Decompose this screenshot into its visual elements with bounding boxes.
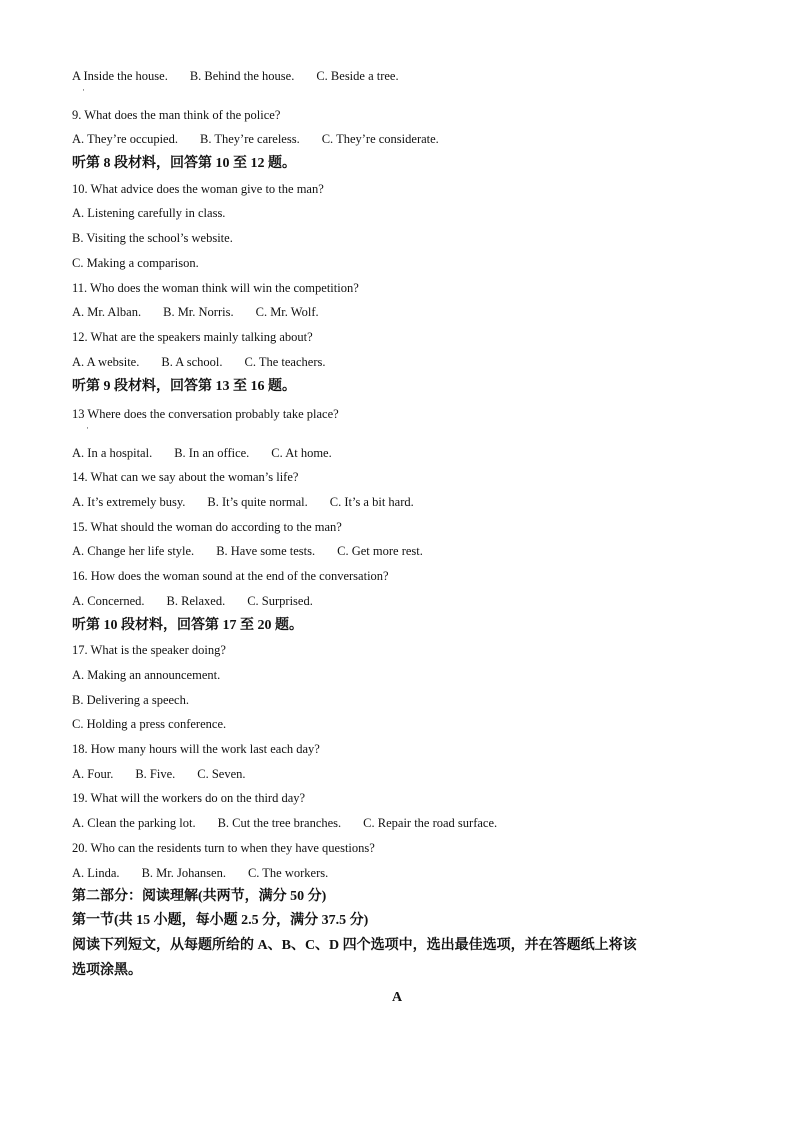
q17-option-a: A. Making an announcement. xyxy=(72,668,221,682)
q15-option-c: C. Get more rest. xyxy=(337,544,423,558)
q15-option-a: A. Change her life style. xyxy=(72,544,195,558)
instructions-line-2: 选项涂黑。 xyxy=(72,963,142,978)
q9-option-b: B. They’re careless. xyxy=(199,132,300,146)
q19-option-b: B. Cut the tree branches. xyxy=(217,816,342,830)
q20-option-b: B. Mr. Johansen. xyxy=(141,866,226,880)
q17-option-b: B. Delivering a speech. xyxy=(72,693,189,707)
q19-options xyxy=(72,815,497,831)
q15-options xyxy=(72,543,423,559)
q20-option-a: A. Linda. xyxy=(72,866,120,880)
q20-options xyxy=(72,865,328,881)
q18-option-c: C. Seven. xyxy=(197,767,246,781)
q8-option-c: C. Beside a tree. xyxy=(316,69,399,83)
section8-heading: 听第 8 段材料，回答第 10 至 12 题。 xyxy=(72,156,296,171)
q15-question: 15. What should the woman do according to the man? xyxy=(72,520,342,534)
q8-option-b: B. Behind the house. xyxy=(189,69,295,83)
q13-option-c: C. At home. xyxy=(271,446,332,460)
section1-heading: 第一节(共 15 小题，每小题 2.5 分，满分 37.5 分) xyxy=(72,913,369,928)
stray-mark: · xyxy=(82,85,85,95)
part2-heading: 第二部分：阅读理解(共两节，满分 50 分) xyxy=(72,889,327,904)
q15-option-b: B. Have some tests. xyxy=(216,544,316,558)
q11-options xyxy=(72,304,319,320)
q19-question: 19. What will the workers do on the third day? xyxy=(72,791,306,805)
q20-option-c: C. The workers. xyxy=(247,866,329,880)
q10-option-a: A. Listening carefully in class. xyxy=(72,206,226,220)
q16-options xyxy=(72,593,313,609)
q8-option-a: A Inside the house. xyxy=(72,69,168,83)
q18-options xyxy=(72,766,246,782)
q9-options xyxy=(72,131,439,147)
q14-question: 14. What can we say about the woman’s life? xyxy=(72,470,299,484)
q19-option-c: C. Repair the road surface. xyxy=(363,816,498,830)
q12-option-b: B. A school. xyxy=(161,355,223,369)
stray-mark: · xyxy=(86,423,89,433)
q9-option-a: A. They’re occupied. xyxy=(72,132,178,146)
q12-options xyxy=(72,354,325,370)
q16-question: 16. How does the woman sound at the end of the conversation? xyxy=(72,569,389,583)
q17-question: 17. What is the speaker doing? xyxy=(72,643,226,657)
q13-question: 13 Where does the conversation probably take place? xyxy=(72,407,339,421)
q20-question: 20. Who can the residents turn to when they have questions? xyxy=(72,841,375,855)
q18-option-b: B. Five. xyxy=(135,767,176,781)
q14-option-b: B. It’s quite normal. xyxy=(207,495,308,509)
q11-option-c: C. Mr. Wolf. xyxy=(255,305,319,319)
q16-option-b: B. Relaxed. xyxy=(166,594,226,608)
q9-question: 9. What does the man think of the police? xyxy=(72,108,281,122)
q13-option-b: B. In an office. xyxy=(174,446,250,460)
q10-option-c: C. Making a comparison. xyxy=(72,256,199,270)
section9-heading: 听第 9 段材料，回答第 13 至 16 题。 xyxy=(72,379,296,394)
q16-option-a: A. Concerned. xyxy=(72,594,145,608)
q13-option-a: A. In a hospital. xyxy=(72,446,153,460)
q11-question: 11. Who does the woman think will win the competition? xyxy=(72,281,359,295)
q18-option-a: A. Four. xyxy=(72,767,114,781)
q14-options xyxy=(72,494,414,510)
passage-label: A xyxy=(391,990,403,1005)
instructions-line-1: 阅读下列短文，从每题所给的 A、B、C、D 四个选项中，选出最佳选项，并在答题纸上将该 xyxy=(72,938,637,953)
q19-option-a: A. Clean the parking lot. xyxy=(72,816,196,830)
q13-options xyxy=(72,445,332,461)
q14-option-c: C. It’s a bit hard. xyxy=(329,495,414,509)
section10-heading: 听第 10 段材料，回答第 17 至 20 题。 xyxy=(72,618,303,633)
q14-option-a: A. It’s extremely busy. xyxy=(72,495,186,509)
q9-option-c: C. They’re considerate. xyxy=(321,132,439,146)
q17-option-c: C. Holding a press conference. xyxy=(72,717,227,731)
q10-question: 10. What advice does the woman give to the man? xyxy=(72,182,324,196)
q12-question: 12. What are the speakers mainly talking about? xyxy=(72,330,313,344)
q18-question: 18. How many hours will the work last each day? xyxy=(72,742,320,756)
q10-option-b: B. Visiting the school’s website. xyxy=(72,231,233,245)
q11-option-a: A. Mr. Alban. xyxy=(72,305,142,319)
q11-option-b: B. Mr. Norris. xyxy=(163,305,234,319)
q12-option-a: A. A website. xyxy=(72,355,140,369)
q8-options xyxy=(72,68,399,84)
q16-option-c: C. Surprised. xyxy=(247,594,313,608)
q12-option-c: C. The teachers. xyxy=(244,355,326,369)
